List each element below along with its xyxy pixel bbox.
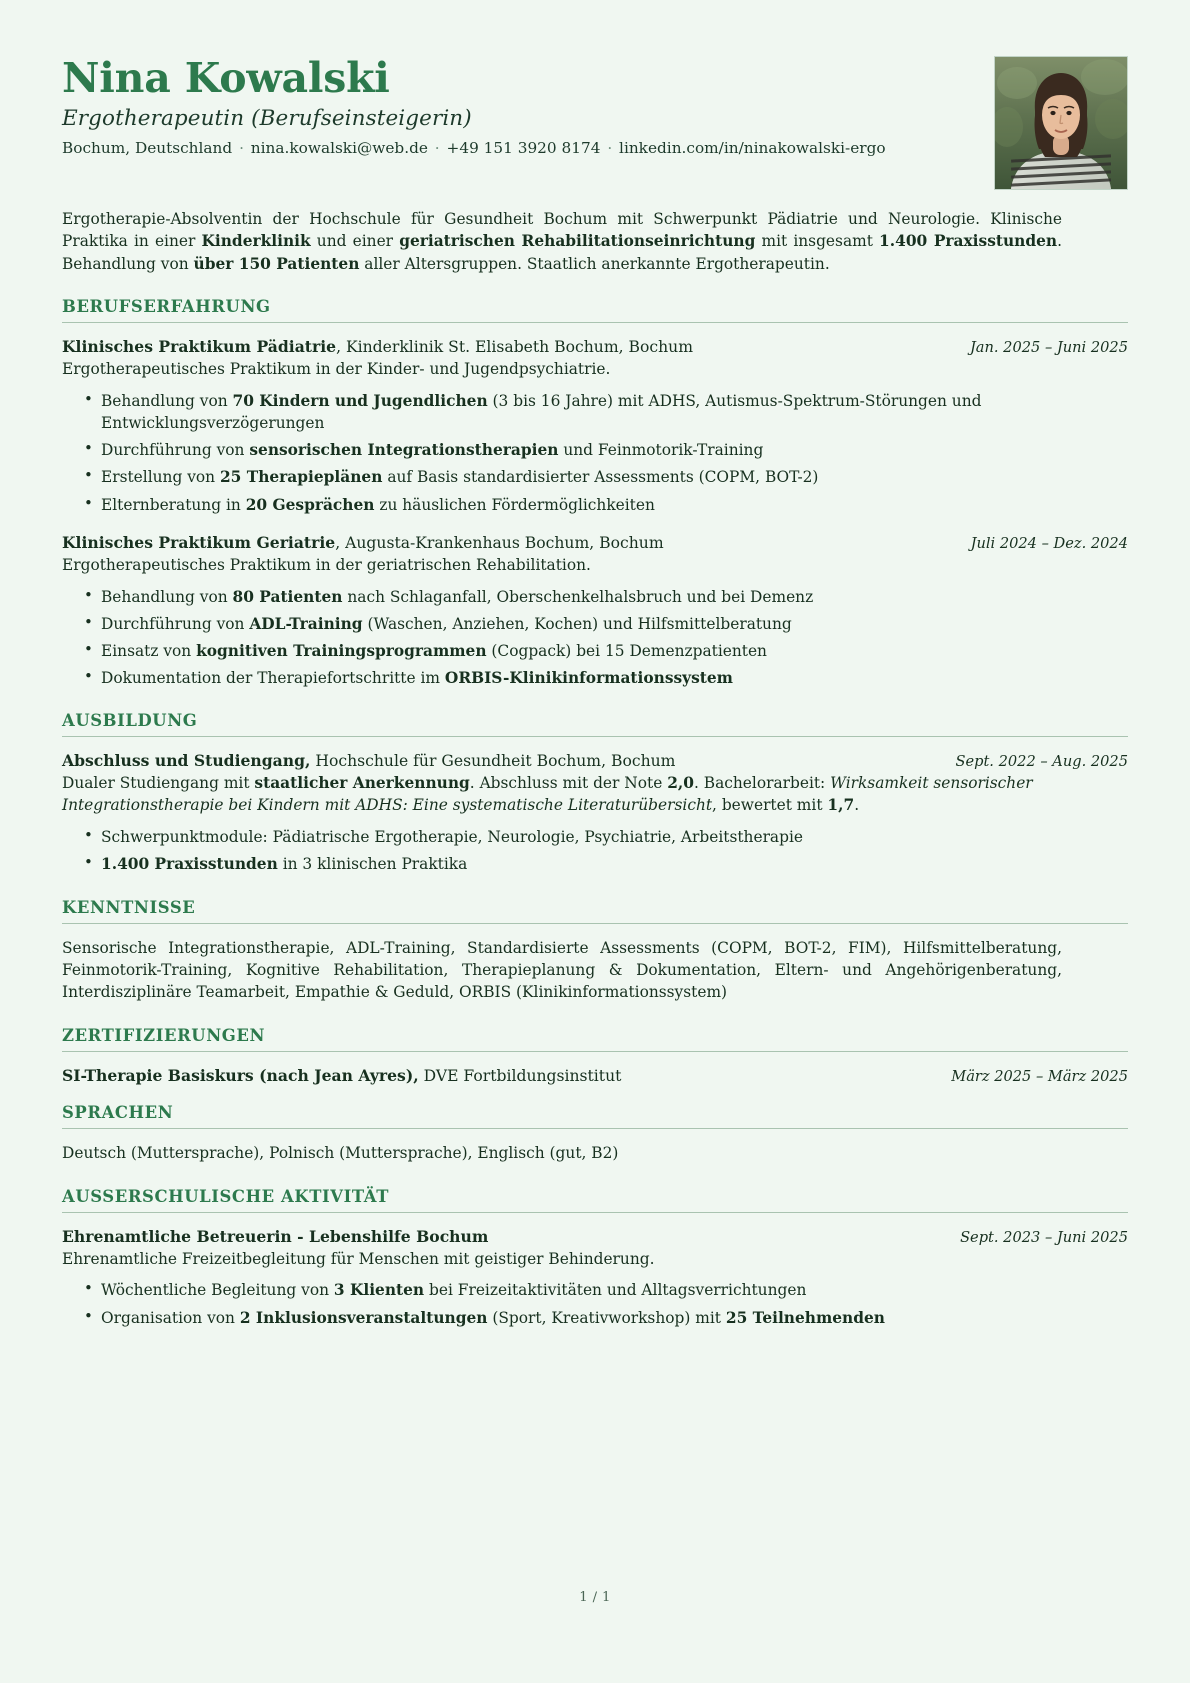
resume-header — [62, 56, 1128, 190]
edu-text-a: Dualer Studiengang mit — [62, 774, 255, 793]
entry-title — [62, 532, 953, 554]
section-divider — [62, 1051, 1128, 1052]
contact-separator-icon: · — [429, 138, 445, 157]
page-number: 1 / 1 — [579, 1590, 611, 1605]
section-divider — [62, 1128, 1128, 1129]
list-item — [84, 667, 1128, 689]
section-extracurricular — [62, 1187, 1128, 1329]
entry-date: März 2025 – März 2025 — [951, 1067, 1128, 1085]
edu-thesis-title: Wirksamkeit sensorischer Integrationstherapie bei Kindern mit ADHS: Eine systematische Literaturübersicht — [62, 774, 1033, 815]
bullet-text-c: (3 bis 16 Jahre) mit ADHS, Autismus-Spektrum-Störungen und Entwicklungsverzögerungen — [101, 391, 982, 433]
bullet-text-b: 20 Gesprächen — [245, 495, 375, 514]
summary-part-4: . Behandlung von — [62, 232, 1062, 273]
bullet-text-a: Einsatz von — [101, 642, 197, 661]
bullet-text-c: und Feinmotorik-Training — [558, 441, 764, 460]
bullet-text-c: zu häuslichen Fördermöglichkeiten — [374, 495, 655, 514]
bullet-text-c: (Sport, Kreativworkshop) mit — [487, 1308, 726, 1327]
bullet-text-a: Organisation von — [101, 1308, 240, 1327]
summary-highlight-2: geriatrischen Rehabilitationseinrichtung — [399, 232, 756, 251]
profile-summary — [62, 208, 1062, 275]
bullet-text-b: kognitiven Trainingsprogrammen — [196, 642, 487, 661]
summary-part-2: und einer — [310, 232, 400, 251]
section-divider — [62, 1212, 1128, 1213]
entry-bullet-list — [62, 1279, 1128, 1328]
bullet-text-a: Wöchentliche Begleitung von — [101, 1281, 334, 1300]
languages-body: Deutsch (Muttersprache), Polnisch (Muttersprache), Englisch (gut, B2) — [62, 1144, 619, 1163]
summary-part-3: mit insgesamt — [755, 232, 880, 251]
page-title: Nina Kowalski — [62, 54, 390, 102]
bullet-text-a: Schwerpunktmodule: Pädiatrische Ergotherapie, Neurologie, Psychiatrie, Arbeitstherapie — [101, 828, 803, 847]
bullet-text-a: Durchführung von — [101, 441, 250, 460]
bullet-text-c: (Cogpack) bei 15 Demenzpatienten — [486, 642, 767, 661]
entry-org: Hochschule für Gesundheit Bochum, Bochum — [310, 752, 676, 771]
avatar — [994, 56, 1128, 190]
bullet-text-a: Elternberatung in — [101, 495, 246, 514]
contact-phone[interactable]: +49 151 3920 8174 — [446, 138, 601, 157]
entry-description — [62, 773, 1128, 817]
contact-linkedin[interactable]: linkedin.com/in/ninakowalski-ergo — [619, 138, 886, 157]
entry-role: Ehrenamtliche Betreuerin - Lebenshilfe Bochum — [62, 1226, 489, 1246]
bullet-text-a: Durchführung von — [101, 614, 250, 633]
entry-title — [62, 1065, 933, 1087]
summary-part-5: aller Altersgruppen. Staatlich anerkannte Ergotherapeutin. — [359, 254, 830, 273]
bullet-text-a: Behandlung von — [101, 391, 233, 410]
certification-entry — [62, 1065, 1128, 1087]
list-item — [84, 826, 1128, 848]
section-divider — [62, 923, 1128, 924]
entry-bullet-list — [62, 390, 1128, 516]
extracurricular-entry — [62, 1226, 1128, 1329]
entry-date: Jan. 2025 – Juni 2025 — [969, 338, 1128, 356]
section-heading-certifications: ZERTIFIZIERUNGEN — [62, 1025, 266, 1045]
edu-text-f: , bewertet mit — [712, 796, 828, 815]
summary-part-1: Ergotherapie-Absolventin der Hochschule für Gesundheit Bochum mit Schwerpunkt Pädiatrie und Neurologie. Klinische Praktika in einer — [62, 210, 1062, 251]
entry-bullet-list — [62, 586, 1128, 690]
section-experience — [62, 297, 1128, 689]
entry-header — [62, 1226, 1128, 1248]
entry-org: , Kinderklinik St. Elisabeth Bochum, Bochum — [336, 337, 693, 356]
summary-highlight-1: Kinderklinik — [201, 232, 311, 251]
entry-role: Klinisches Praktikum Geriatrie — [62, 532, 336, 552]
section-heading-skills: KENNTNISSE — [62, 897, 196, 917]
edu-text-h: . — [854, 796, 860, 815]
education-entry — [62, 750, 1128, 875]
section-heading-extracurricular: AUSSERSCHULISCHE AKTIVITÄT — [62, 1186, 389, 1206]
contact-location: Bochum, Deutschland — [62, 138, 233, 157]
job-title: Ergotherapeutin (Berufseinsteigerin) — [62, 105, 472, 131]
bullet-text-b: ORBIS-Klinikinformationssystem — [444, 669, 733, 688]
list-item — [84, 613, 1128, 635]
entry-org: , Augusta-Krankenhaus Bochum, Bochum — [335, 533, 664, 552]
section-heading-experience: BERUFSERFAHRUNG — [62, 296, 271, 316]
bullet-text-b: ADL-Training — [249, 614, 363, 633]
bullet-text-c: auf Basis standardisierter Assessments (COPM, BOT-2) — [382, 468, 819, 487]
entry-header — [62, 1065, 1128, 1087]
summary-highlight-4: über 150 Patienten — [193, 254, 360, 273]
section-divider — [62, 736, 1128, 737]
entry-header — [62, 336, 1128, 358]
bullet-text-a: Erstellung von — [101, 468, 220, 487]
entry-title — [62, 750, 937, 772]
bullet-text-c: bei Freizeitaktivitäten und Alltagsverrichtungen — [424, 1281, 807, 1300]
section-heading-languages: SPRACHEN — [62, 1103, 174, 1123]
list-item — [84, 494, 1128, 516]
entry-description: Ergotherapeutisches Praktikum in der geriatrischen Rehabilitation. — [62, 555, 591, 574]
bullet-text-b: 2 Inklusionsveranstaltungen — [239, 1308, 488, 1327]
edu-text-e: . Bachelorarbeit: — [694, 774, 831, 793]
list-item — [84, 439, 1128, 461]
edu-thesis-grade: 1,7 — [827, 796, 855, 815]
bullet-text-b: 70 Kindern und Jugendlichen — [232, 391, 488, 410]
edu-grade: 2,0 — [667, 774, 694, 793]
bullet-text-a: Behandlung von — [101, 587, 233, 606]
list-item — [84, 466, 1128, 488]
list-item — [84, 390, 1128, 434]
section-skills — [62, 898, 1128, 1004]
entry-date: Juli 2024 – Dez. 2024 — [970, 534, 1128, 552]
bullet-text-a: Dokumentation der Therapiefortschritte im — [101, 669, 445, 688]
contact-email[interactable]: nina.kowalski@web.de — [250, 138, 428, 157]
bullet-text-b: 1.400 Praxisstunden — [101, 855, 278, 874]
portrait-photo-icon — [995, 57, 1127, 189]
contact-line — [62, 138, 970, 159]
header-text-block — [62, 56, 994, 159]
entry-org: DVE Fortbildungsinstitut — [418, 1066, 622, 1085]
section-divider — [62, 322, 1128, 323]
list-item — [84, 640, 1128, 662]
entry-role: Abschluss und Studiengang, — [62, 751, 311, 771]
bullet-text-b2: 25 Teilnehmenden — [725, 1308, 885, 1327]
experience-entry-geriatrie — [62, 532, 1128, 690]
list-item — [84, 853, 1128, 875]
entry-header — [62, 532, 1128, 554]
entry-title — [62, 336, 952, 358]
bullet-text-b: 3 Klienten — [333, 1281, 425, 1300]
bullet-text-c: (Waschen, Anziehen, Kochen) und Hilfsmittelberatung — [362, 614, 792, 633]
list-item — [84, 586, 1128, 608]
entry-description: Ergotherapeutisches Praktikum in der Kinder- und Jugendpsychiatrie. — [62, 360, 611, 379]
entry-title — [62, 1226, 942, 1248]
entry-header — [62, 750, 1128, 772]
section-languages — [62, 1103, 1128, 1164]
edu-text-b: staatlicher Anerkennung — [254, 774, 470, 793]
experience-entry-paediatrie — [62, 336, 1128, 516]
bullet-text-b: sensorischen Integrationstherapien — [249, 441, 559, 460]
skills-body: Sensorische Integrationstherapie, ADL-Training, Standardisierte Assessments (COPM, BOT-2, FIM), Hilfsmittelberatung, Feinmotorik-Training, Kognitive Rehabilitation, Therapieplanung & Dokumentation, Eltern- und Angehörigenberatung, Interdisziplinäre Teamarbeit, Empathie & Geduld, ORBIS (Klinikinformationssystem) — [62, 938, 1062, 1002]
entry-date: Sept. 2023 – Juni 2025 — [960, 1228, 1128, 1246]
list-item — [84, 1307, 1128, 1329]
entry-date: Sept. 2022 – Aug. 2025 — [955, 753, 1128, 771]
edu-text-c: . Abschluss mit der Note — [469, 774, 668, 793]
bullet-text-b: 25 Therapieplänen — [219, 468, 383, 487]
entry-bullet-list — [62, 826, 1128, 875]
bullet-text-c: nach Schlaganfall, Oberschenkelhalsbruch und bei Demenz — [342, 587, 814, 606]
bullet-text-b: 80 Patienten — [232, 587, 343, 606]
entry-role: Klinisches Praktikum Pädiatrie — [62, 336, 337, 356]
entry-role: SI-Therapie Basiskurs (nach Jean Ayres), — [62, 1065, 419, 1085]
list-item — [84, 1279, 1128, 1301]
summary-highlight-3: 1.400 Praxisstunden — [879, 232, 1058, 251]
contact-separator-icon: · — [602, 138, 618, 157]
entry-description: Ehrenamtliche Freizeitbegleitung für Menschen mit geistiger Behinderung. — [62, 1249, 655, 1268]
section-heading-education: AUSBILDUNG — [62, 711, 198, 731]
section-certifications — [62, 1026, 1128, 1087]
section-education — [62, 711, 1128, 875]
contact-separator-icon: · — [234, 138, 249, 157]
bullet-text-c: in 3 klinischen Praktika — [277, 855, 468, 874]
